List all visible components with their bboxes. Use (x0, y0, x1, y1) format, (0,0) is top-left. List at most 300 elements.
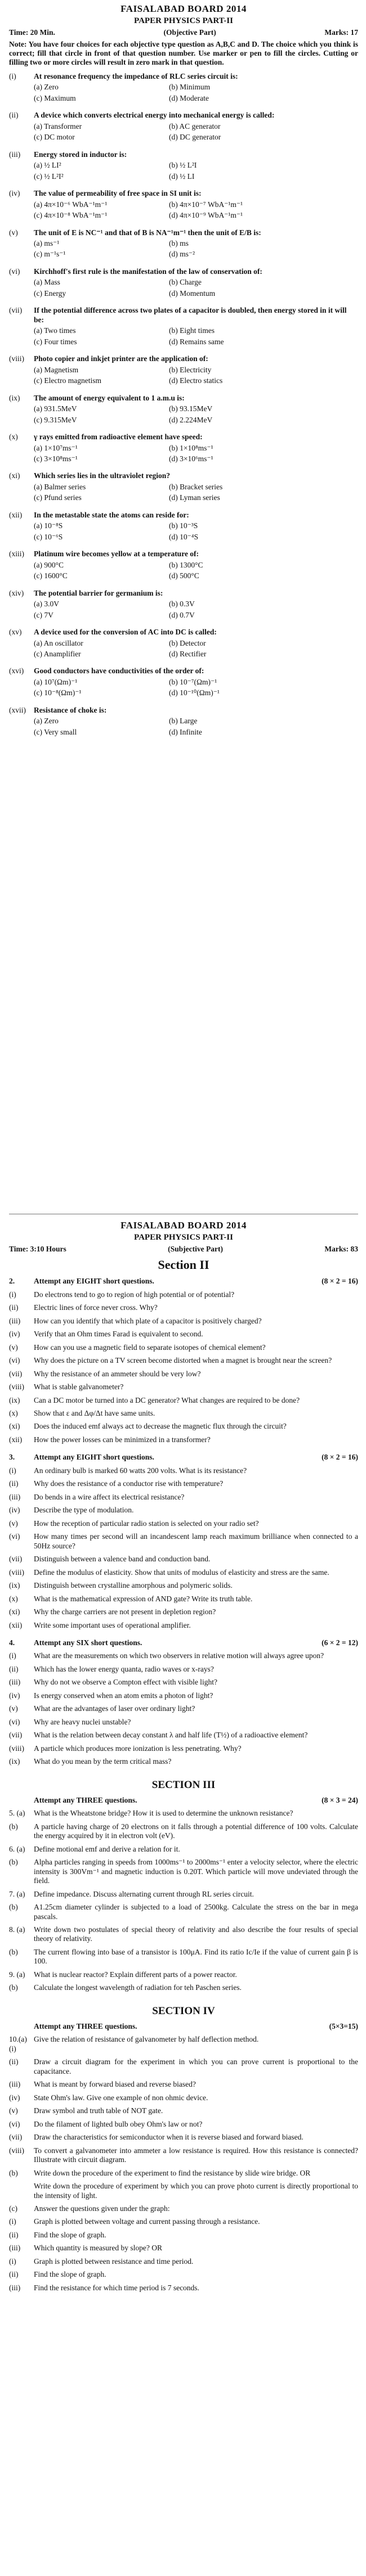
question-item (9, 1581, 358, 1590)
mcq-options (34, 239, 358, 259)
question-item (9, 2270, 358, 2279)
question-number: (b) (9, 2168, 18, 2177)
question-text: How can you use a magnetic field to separate isotopes of chemical element? (34, 1343, 266, 1352)
question-number: (vi) (9, 1532, 20, 1541)
question-number: (iii) (9, 2080, 21, 2089)
question-item (9, 1303, 358, 1312)
question-item (9, 1422, 358, 1431)
question-text: Find the resistance for which time period is 7 seconds. (34, 2283, 199, 2292)
mcq-number: (vi) (9, 267, 20, 276)
question-item (9, 1651, 358, 1660)
question-number: (i) (9, 1651, 16, 1660)
mcq-option: (d) Remains same (169, 337, 224, 346)
mcq-item (9, 589, 358, 620)
mcq-question-text: γ rays emitted from radioactive element have speed: (34, 433, 203, 442)
question-text: How can you identify that which plate of a capacitor is positively charged? (34, 1316, 262, 1325)
question-text: What is the relation between decay constant λ and half life (T½) of a radioactive element? (34, 1731, 308, 1740)
question-number: (x) (9, 1409, 18, 1418)
mcq-option: (d) 500°C (169, 571, 199, 580)
list-spacer (9, 1771, 358, 1775)
question-text: How the power losses can be minimized in a transformer? (34, 1435, 211, 1444)
question-item (9, 1948, 358, 1966)
question-number: (vi) (9, 1356, 20, 1365)
question-item (9, 1370, 358, 1379)
mcq-option: (b) 10⁻⁷(Ωm)⁻¹ (169, 677, 217, 686)
q2-number: 2. (9, 1277, 15, 1286)
mcq-number: (xi) (9, 471, 20, 480)
section-4-list (9, 2035, 358, 2301)
question-item (9, 2035, 358, 2053)
mcq-question-row (9, 706, 358, 715)
mcq-question-row (9, 589, 358, 598)
mcq-question-text: If the potential difference across two plates of a capacitor is doubled, then energy stored in it will be: (34, 306, 347, 324)
mcq-question-row (9, 267, 358, 276)
mcq-option: (d) Momentum (169, 289, 216, 298)
section-3-list (9, 1809, 358, 2001)
q2-list (9, 1290, 358, 1453)
mcq-option: (c) Very small (34, 727, 77, 736)
mcq-number: (xvi) (9, 666, 24, 675)
question-number: (b) (9, 1903, 18, 1912)
question-item (9, 1890, 358, 1899)
list-spacer (9, 1448, 358, 1453)
mcq-number: (ii) (9, 111, 19, 120)
question-item (9, 1678, 358, 1687)
question-number: (iv) (9, 1330, 20, 1339)
question-text: Write down the procedure of experiment by which you can prove photo current is directly proportional to the intensity of light. (34, 2182, 358, 2200)
question-text: Describe the type of modulation. (34, 1506, 134, 1515)
mcq-item (9, 550, 358, 580)
mcq-options (34, 678, 358, 698)
question-item (9, 1519, 358, 1528)
mcq-option: (c) Anamplifier (34, 650, 81, 658)
mcq-question-text: Good conductors have conductivities of the order of: (34, 666, 204, 675)
mcq-option: (a) Transformer (34, 121, 82, 130)
question-item (9, 1970, 358, 1979)
question-text: What is stable galvanometer? (34, 1382, 124, 1391)
mcq-option: (c) 10⁻⁶S (34, 532, 63, 541)
question-number: (ix) (9, 1395, 20, 1404)
mcq-option: (b) Electricity (169, 365, 212, 374)
question-item (9, 1757, 358, 1766)
list-spacer (9, 1997, 358, 2001)
mcq-question-row (9, 72, 358, 81)
mcq-options (34, 161, 358, 181)
mcq-question-text: Energy stored in inductor is: (34, 150, 127, 159)
mcq-option: (c) 9.315MeV (34, 415, 77, 424)
mcq-item (9, 267, 358, 298)
question-number: (iv) (9, 2093, 20, 2102)
mcq-question-text: In the metastable state the atoms can reside for: (34, 510, 189, 519)
mcq-option: (d) 10⁻¹⁰(Ωm)⁻¹ (169, 688, 220, 697)
question-item (9, 1718, 358, 1727)
mcq-item (9, 394, 358, 425)
question-number: (ii) (9, 1303, 19, 1312)
mcq-option: (a) Magnetism (34, 365, 79, 374)
mcq-item (9, 433, 358, 463)
question-text: Draw a circuit diagram for the experiment in which you can prove current is proportional to the capacitance. (34, 2057, 358, 2075)
mcq-item (9, 628, 358, 659)
question-text: What is meant by forward biased and reverse biased? (34, 2080, 196, 2089)
mcq-number: (iii) (9, 150, 21, 159)
question-text: How the reception of particular radio station is selected on your radio set? (34, 1519, 259, 1528)
question-number: (ix) (9, 1581, 20, 1590)
mcq-options (34, 561, 358, 581)
mcq-number: (xvii) (9, 705, 26, 714)
mcq-question-row (9, 189, 358, 198)
mcq-options (34, 600, 358, 620)
paper-title: PAPER PHYSICS PART-II (134, 16, 233, 25)
question-item (9, 1435, 358, 1444)
question-text: Why the resistance of an ammeter should be very low? (34, 1369, 201, 1378)
question-item (9, 1731, 358, 1740)
question-number: 9. (a) (9, 1970, 25, 1979)
q2-heading (9, 1277, 358, 1286)
question-text: To convert a galvanometer into ammeter a low resistance is required. How this resistance is connected? Illustrate with circuit diagram. (34, 2146, 358, 2164)
section-4-heading: SECTION IV (152, 2005, 215, 2017)
q4-list (9, 1651, 358, 1775)
mcq-question-row (9, 628, 358, 637)
list-spacer (9, 1634, 358, 1638)
section-3-heading: SECTION III (151, 1778, 216, 1791)
mcq-option: (b) ms (169, 239, 189, 247)
mcq-options (34, 83, 358, 103)
question-text: Why are heavy nuclei unstable? (34, 1717, 131, 1726)
mcq-question-row (9, 354, 358, 363)
question-item (9, 1290, 358, 1299)
mcq-option: (c) 4π×10⁻⁸ WbA⁻¹m⁻¹ (34, 211, 108, 220)
mcq-option: (c) 10⁻⁸(Ωm)⁻¹ (34, 688, 82, 697)
question-item (9, 2133, 358, 2142)
question-text: Do the filament of lighted bulb obey Ohm's law or not? (34, 2119, 203, 2128)
question-number: (xi) (9, 1422, 20, 1431)
mcq-question-row (9, 511, 358, 520)
question-text: An ordinary bulb is marked 60 watts 200 volts. What is its resistance? (34, 1466, 247, 1475)
question-item (9, 1317, 358, 1326)
question-text: A particle which produces more ionization is less penetrating. Why? (34, 1744, 242, 1753)
question-number: (i) (9, 2257, 16, 2266)
question-item (9, 2120, 358, 2129)
question-text: A1.25cm diameter cylinder is subjected to a load of 2500kg. Calculate the stress on the bar in mega pascals. (34, 1903, 358, 1921)
question-number: 6. (a) (9, 1844, 25, 1853)
question-text: Define the modulus of elasticity. Show that units of modulus of elasticity and stress are the same. (34, 1568, 329, 1577)
question-number: (i) (9, 1466, 16, 1475)
question-item (9, 1858, 358, 1885)
question-text: What are the advantages of laser over ordinary light? (34, 1704, 195, 1713)
mcq-question-text: Resistance of choke is: (34, 705, 107, 714)
mcq-option: (c) DC motor (34, 133, 75, 142)
question-item (9, 2146, 358, 2165)
part-label: (Objective Part) (163, 28, 216, 37)
mcq-option: (c) 3×10⁸ms⁻¹ (34, 454, 78, 463)
mcq-number: (xii) (9, 510, 23, 519)
mcq-option: (a) 1×10⁷ms⁻¹ (34, 443, 78, 452)
mcq-number: (iv) (9, 189, 20, 198)
question-number: (iii) (9, 2283, 21, 2292)
mcq-option: (b) Minimum (169, 83, 211, 92)
mcq-item (9, 72, 358, 103)
question-number: (b) (9, 1983, 18, 1992)
mcq-option: (d) 10⁻⁴S (169, 532, 198, 541)
question-number: (c) (9, 2204, 17, 2213)
question-item (9, 1493, 358, 1502)
question-text: Do electrons tend to go to region of high potential or of potential? (34, 1290, 235, 1299)
mcq-option: (a) Mass (34, 278, 60, 287)
q3-number: 3. (9, 1453, 15, 1462)
question-item (9, 2217, 358, 2226)
question-number: 10.(a)(i) (9, 2035, 27, 2053)
question-item (9, 1568, 358, 1577)
mcq-number: (vii) (9, 306, 23, 315)
question-text: Draw symbol and truth table of NOT gate. (34, 2106, 163, 2115)
q4-marks: (6 × 2 = 12) (322, 1638, 358, 1647)
question-item (9, 1704, 358, 1713)
mcq-option: (a) 10⁻⁸S (34, 521, 63, 530)
question-item (9, 2284, 358, 2293)
mcq-options (34, 444, 358, 464)
mcq-option: (c) Electro magnetism (34, 376, 101, 385)
mcq-question-row (9, 550, 358, 559)
question-text: What is the mathematical expression of AND gate? Write its truth table. (34, 1594, 253, 1603)
q4-heading (9, 1638, 358, 1647)
section-2-heading: Section II (158, 1257, 209, 1272)
mcq-question-row (9, 306, 358, 325)
question-text: How many times per second will an incandescent lamp reach maximum brilliance when connected to a 50Hz source? (34, 1532, 358, 1550)
question-text: Do bends in a wire affect its electrical resistance? (34, 1492, 185, 1501)
mcq-option: (a) Two times (34, 326, 76, 335)
mcq-option: (c) ½ L²I² (34, 172, 64, 181)
mcq-option: (d) 4π×10⁻⁹ WbA⁻¹m⁻¹ (169, 211, 243, 220)
question-number: (ix) (9, 1757, 20, 1766)
mcq-question-row (9, 471, 358, 480)
question-number: 5. (a) (9, 1809, 25, 1818)
question-text: What is nuclear reactor? Explain different parts of a power reactor. (34, 1970, 237, 1979)
q3-list (9, 1466, 358, 1638)
mcq-options (34, 404, 358, 425)
section-3-instruction: Attempt any THREE questions. (34, 1795, 137, 1804)
mcq-number: (xiii) (9, 550, 24, 559)
question-number: (iii) (9, 1316, 21, 1325)
question-number: (ii) (9, 1664, 19, 1673)
q4-number: 4. (9, 1638, 15, 1647)
question-number: (vi) (9, 1717, 20, 1726)
mcq-question-text: At resonance frequency the impedance of RLC series circuit is: (34, 71, 238, 80)
question-text: Define impedance. Discuss alternating current through RL series circuit. (34, 1889, 254, 1898)
question-item (9, 1691, 358, 1700)
q2-instruction: Attempt any EIGHT short questions. (34, 1277, 154, 1286)
mcq-options (34, 366, 358, 386)
question-item (9, 1330, 358, 1339)
mcq-option: (c) m⁻¹s⁻¹ (34, 250, 66, 259)
question-text: Why the charge carriers are not present in depletion region? (34, 1607, 216, 1616)
question-number: (xi) (9, 1607, 20, 1616)
mcq-options (34, 122, 358, 142)
q3-instruction: Attempt any EIGHT short questions. (34, 1453, 154, 1462)
mcq-question-text: The unit of E is NC⁻¹ and that of B is NA⁻¹m⁻¹ then the unit of E/B is: (34, 228, 261, 237)
mcq-question-text: A device used for the conversion of AC into DC is called: (34, 628, 217, 637)
question-number: (i) (9, 2217, 16, 2226)
question-text: Electric lines of force never cross. Why? (34, 1303, 158, 1312)
question-item (9, 1903, 358, 1921)
question-item (9, 1621, 358, 1630)
question-number: (ii) (9, 2270, 19, 2279)
mcq-option: (b) 1300°C (169, 560, 203, 569)
question-text: Why do not we observe a Compton effect with visible light? (34, 1678, 217, 1687)
mcq-option: (d) Electro statics (169, 376, 223, 385)
mcq-question-text: The potential barrier for germanium is: (34, 588, 163, 597)
mcq-number: (x) (9, 433, 18, 442)
mcq-option: (b) Bracket series (169, 482, 223, 491)
mcq-option: (d) Rectifier (169, 650, 207, 658)
mcq-option: (d) 0.7V (169, 610, 195, 619)
question-item (9, 2231, 358, 2240)
mcq-question-text: Photo copier and inkjet printer are the application of: (34, 354, 208, 363)
question-item (9, 2106, 358, 2115)
question-text: Is energy conserved when an atom emits a photon of light? (34, 1691, 213, 1700)
mcq-option: (b) Eight times (169, 326, 215, 335)
question-number: (v) (9, 1519, 18, 1528)
question-text: A particle having charge of 20 electrons on it falls through a potential difference of 100 volts. Calculate the energy acquired by it in electron volt (eV). (34, 1822, 358, 1840)
q3-marks: (8 × 2 = 16) (322, 1453, 358, 1462)
question-number: (viii) (9, 1382, 24, 1391)
question-text: Show that ε and Δφ/Δt have same units. (34, 1409, 155, 1418)
question-text: Write down the procedure of the experiment to find the resistance by slide wire bridge. OR (34, 2168, 311, 2177)
part-label-2: (Subjective Part) (168, 1245, 223, 1254)
question-item (9, 1555, 358, 1564)
mcq-number: (xv) (9, 628, 22, 637)
mcq-option: (d) DC generator (169, 133, 221, 142)
time-label-2: Time: 3:10 Hours (9, 1245, 66, 1254)
mcq-number: (xiv) (9, 588, 24, 597)
mcq-option: (b) AC generator (169, 121, 221, 130)
mcq-question-text: A device which converts electrical energy into mechanical energy is called: (34, 111, 275, 120)
mcq-option: (a) ms⁻¹ (34, 239, 60, 247)
question-number: 7. (a) (9, 1889, 25, 1898)
time-label: Time: 20 Min. (9, 28, 55, 37)
question-text: Distinguish between crystalline amorphous and polymeric solids. (34, 1581, 233, 1590)
question-item (9, 1396, 358, 1405)
mcq-number: (v) (9, 228, 18, 237)
question-item (9, 1506, 358, 1515)
mcq-question-row (9, 394, 358, 403)
mcq-option: (c) 1600°C (34, 571, 68, 580)
q2-marks: (8 × 2 = 16) (322, 1277, 358, 1286)
mcq-option: (c) 7V (34, 610, 53, 619)
mcq-question-row (9, 228, 358, 237)
question-text: What do you mean by the term critical mass? (34, 1757, 172, 1766)
question-number: (b) (9, 1822, 18, 1831)
question-item (9, 1809, 358, 1818)
question-item (9, 2204, 358, 2213)
question-number: (ii) (9, 2230, 19, 2239)
question-text: Find the slope of graph. (34, 2270, 106, 2279)
mcq-item (9, 150, 358, 181)
question-number: (b) (9, 1858, 18, 1867)
question-item (9, 1845, 358, 1854)
question-item (9, 2093, 358, 2102)
list-spacer (9, 2296, 358, 2301)
mcq-option: (a) Zero (34, 717, 59, 726)
question-item (9, 1466, 358, 1475)
mcq-option: (a) 4π×10⁻⁶ WbA⁻¹m⁻¹ (34, 200, 108, 209)
mcq-list (9, 72, 358, 737)
question-item (9, 1409, 358, 1418)
question-text: Answer the questions given under the graph: (34, 2204, 170, 2213)
question-item (9, 2080, 358, 2089)
q3-heading (9, 1453, 358, 1462)
mcq-option: (b) 4π×10⁻⁷ WbA⁻¹m⁻¹ (169, 200, 243, 209)
mcq-number: (i) (9, 71, 16, 80)
mcq-option: (a) 900°C (34, 560, 64, 569)
question-text: Alpha particles ranging in speeds from 1000ms⁻¹ to 2000ms⁻¹ enter a velocity selector, where the electric intensity is 300Vm⁻¹ and magnetic induction is 0.20T. Which particle will move undeviated through the field. (34, 1858, 358, 1885)
question-item (9, 1343, 358, 1352)
mcq-item (9, 354, 358, 385)
paper-title-2: PAPER PHYSICS PART-II (134, 1232, 233, 1242)
question-item (9, 1925, 358, 1944)
question-number: (xii) (9, 1620, 23, 1629)
section-4-instruction: Attempt any THREE questions. (34, 2021, 137, 2030)
mcq-options (34, 483, 358, 503)
mcq-item (9, 706, 358, 737)
mcq-option: (d) 3×10⁶ms⁻¹ (169, 454, 213, 463)
mcq-item (9, 111, 358, 142)
q4-instruction: Attempt any SIX short questions. (34, 1638, 142, 1647)
mcq-option: (d) Lyman series (169, 493, 220, 502)
question-number: (vii) (9, 1369, 23, 1378)
question-text: Why does the resistance of a conductor rise with temperature? (34, 1479, 224, 1488)
question-item (9, 1822, 358, 1841)
mcq-question-row (9, 666, 358, 675)
paper-meta (9, 28, 358, 37)
question-number: (i) (9, 1290, 16, 1299)
question-number (9, 2182, 34, 2200)
section-3-marks: (8 × 3 = 24) (322, 1795, 358, 1804)
mcq-options (34, 639, 358, 659)
mcq-option: (a) An oscillator (34, 638, 83, 647)
question-number: (iii) (9, 1678, 21, 1687)
mcq-question-text: The value of permeability of free space in SI unit is: (34, 189, 202, 198)
mcq-question-text: Platinum wire becomes yellow at a temperature of: (34, 550, 199, 559)
question-number: (ii) (9, 1479, 19, 1488)
question-item (9, 1595, 358, 1604)
mcq-number: (ix) (9, 393, 20, 402)
question-number: (v) (9, 2106, 18, 2115)
mcq-option: (b) Large (169, 717, 198, 726)
question-text: Why does the picture on a TV screen become distorted when a magnet is brought near the screen? (34, 1356, 332, 1365)
question-number: (viii) (9, 1744, 24, 1753)
mcq-options (34, 278, 358, 298)
question-number: (x) (9, 1594, 18, 1603)
question-number: (vi) (9, 2119, 20, 2128)
question-item (9, 2169, 358, 2178)
question-item (9, 1665, 358, 1674)
question-item (9, 1744, 358, 1753)
mcq-item (9, 511, 358, 542)
marks-label-2: Marks: 83 (324, 1245, 358, 1254)
question-number: 8. (a) (9, 1925, 25, 1934)
question-item (9, 1382, 358, 1391)
mcq-option: (b) 1×10⁸ms⁻¹ (169, 443, 213, 452)
objective-paper (0, 0, 366, 1204)
paper-meta-2 (9, 1245, 358, 1254)
question-text: What is the Wheatstone bridge? How it is used to determine the unknown resistance? (34, 1809, 293, 1818)
mcq-option: (a) Balmer series (34, 482, 86, 491)
mcq-number: (viii) (9, 354, 24, 363)
question-text: Write some important uses of operational amplifier. (34, 1620, 191, 1629)
question-text: Does the induced emf always act to decrease the magnetic flux through the circuit? (34, 1422, 287, 1431)
mcq-option: (d) Infinite (169, 727, 202, 736)
question-item (9, 1607, 358, 1616)
